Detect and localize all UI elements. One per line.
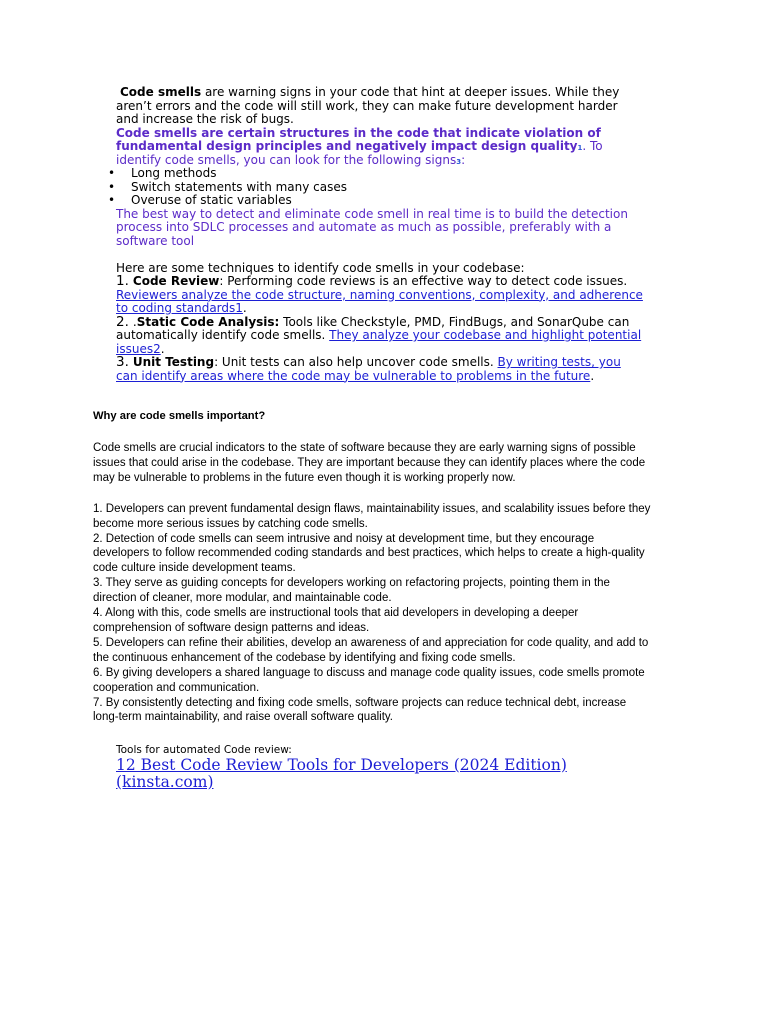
importance-point: 6. By giving developers a shared language to discuss and manage code quality issues, code smells promote cooperation and communication. (93, 666, 645, 694)
tools-label: Tools for automated Code review: (116, 744, 292, 756)
technique-text: : Performing code reviews is an effective way to detect code issues. (219, 274, 628, 288)
importance-point: 5. Developers can refine their abilities, develop an awareness of and appreciation for code quality, and add to the continuous enhancement of the codebase by identifying and fixing code smells. (93, 636, 649, 664)
technique-end: . (242, 301, 247, 315)
technique-number: 3. (116, 354, 129, 370)
signs-list (116, 167, 643, 208)
technique-text: Tools like Checkstyle, PMD, FindBugs, and SonarQube can automatically identify code smells. (116, 314, 630, 342)
section-heading: Why are code smells important? (93, 410, 266, 422)
tools-link-paragraph (116, 757, 643, 791)
definition-paragraph (116, 127, 643, 168)
technique-end: . (590, 368, 595, 383)
tools-section (116, 743, 643, 791)
technique-end: . (160, 341, 165, 356)
technique-source-link[interactable]: They analyze your codebase and highlight potential issues2 (116, 328, 642, 356)
importance-point: 3. They serve as guiding concepts for developers working on refactoring projects, pointing them in the direction of cleaner, more modular, and maintainable code. (93, 577, 610, 605)
technique-title: Unit Testing (132, 355, 215, 369)
technique-item-unit-testing (116, 356, 643, 383)
intro-term: Code smells (120, 85, 202, 99)
code-review-tools-link[interactable]: 12 Best Code Review Tools for Developers (2024 Edition) (kinsta.com) (116, 756, 567, 791)
technique-number: 2. (116, 313, 129, 330)
importance-point: 7. By consistently detecting and fixing code smells, software projects can reduce technical debt, increase long-term maintainability, and raise overall software quality. (93, 696, 627, 724)
technique-source-link[interactable]: Reviewers analyze the code structure, naming conventions, complexity, and adherence to coding standards1 (116, 287, 643, 315)
list-item: • Overuse of static variables (131, 194, 643, 208)
intro-paragraph (116, 86, 643, 127)
best-way-paragraph: The best way to detect and eliminate code smell in real time is to build the detection process into SDLC processes and automate as much as possible, preferably with a software tool (116, 206, 628, 248)
footnote-ref[interactable]: 3 (456, 157, 462, 166)
definition-continuation: . To identify code smells, you can look for the following signs (116, 139, 603, 167)
importance-section (93, 409, 653, 725)
footnote-ref[interactable]: 1 (577, 144, 583, 152)
technique-text: : Unit tests can also help uncover code smells. (214, 355, 498, 369)
technique-number: 1. (116, 273, 129, 289)
technique-item-code-review (116, 275, 643, 316)
intro-text: are warning signs in your code that hint at deeper issues. While they aren’t errors and the code will still work, they can make future development harder and increase the risk of bugs. (116, 85, 620, 126)
technique-item-static-analysis (116, 313, 643, 357)
definition-end: : (461, 152, 466, 167)
technique-source-link[interactable]: By writing tests, you can identify areas where the code may be vulnerable to problems in the future (116, 355, 621, 383)
importance-intro: Code smells are crucial indicators to the state of software because they are early warning signs of possible issues that could arise in the codebase. They are important because they can identify places where the code may be vulnerable to problems in the future even though it is working properly now. (93, 442, 646, 484)
importance-points (93, 502, 653, 726)
importance-point: 2. Detection of code smells can seem intrusive and noisy at development time, but they encourage developers to follow recommended coding standards and best practices, which helps to create a high-quality code culture inside development teams. (93, 532, 645, 575)
technique-title: Static Code Analysis: (136, 314, 280, 329)
technique-title: Code Review (132, 274, 220, 288)
code-smells-overview (116, 86, 643, 383)
definition-statement: Code smells are certain structures in the code that indicate violation of fundamental design principles and negatively impact design quality (116, 125, 601, 153)
techniques-intro: Here are some techniques to identify code smells in your codebase: (116, 260, 525, 275)
list-item: • Switch statements with many cases (131, 181, 643, 195)
technique-lead: . (132, 314, 137, 329)
list-item: • Long methods (131, 167, 643, 181)
importance-point: 4. Along with this, code smells are instructional tools that aid developers in developing a deeper comprehension of software design patterns and ideas. (93, 607, 579, 634)
importance-point: 1. Developers can prevent fundamental design flaws, maintainability issues, and scalability issues before they become more serious issues by catching code smells. (93, 502, 651, 530)
